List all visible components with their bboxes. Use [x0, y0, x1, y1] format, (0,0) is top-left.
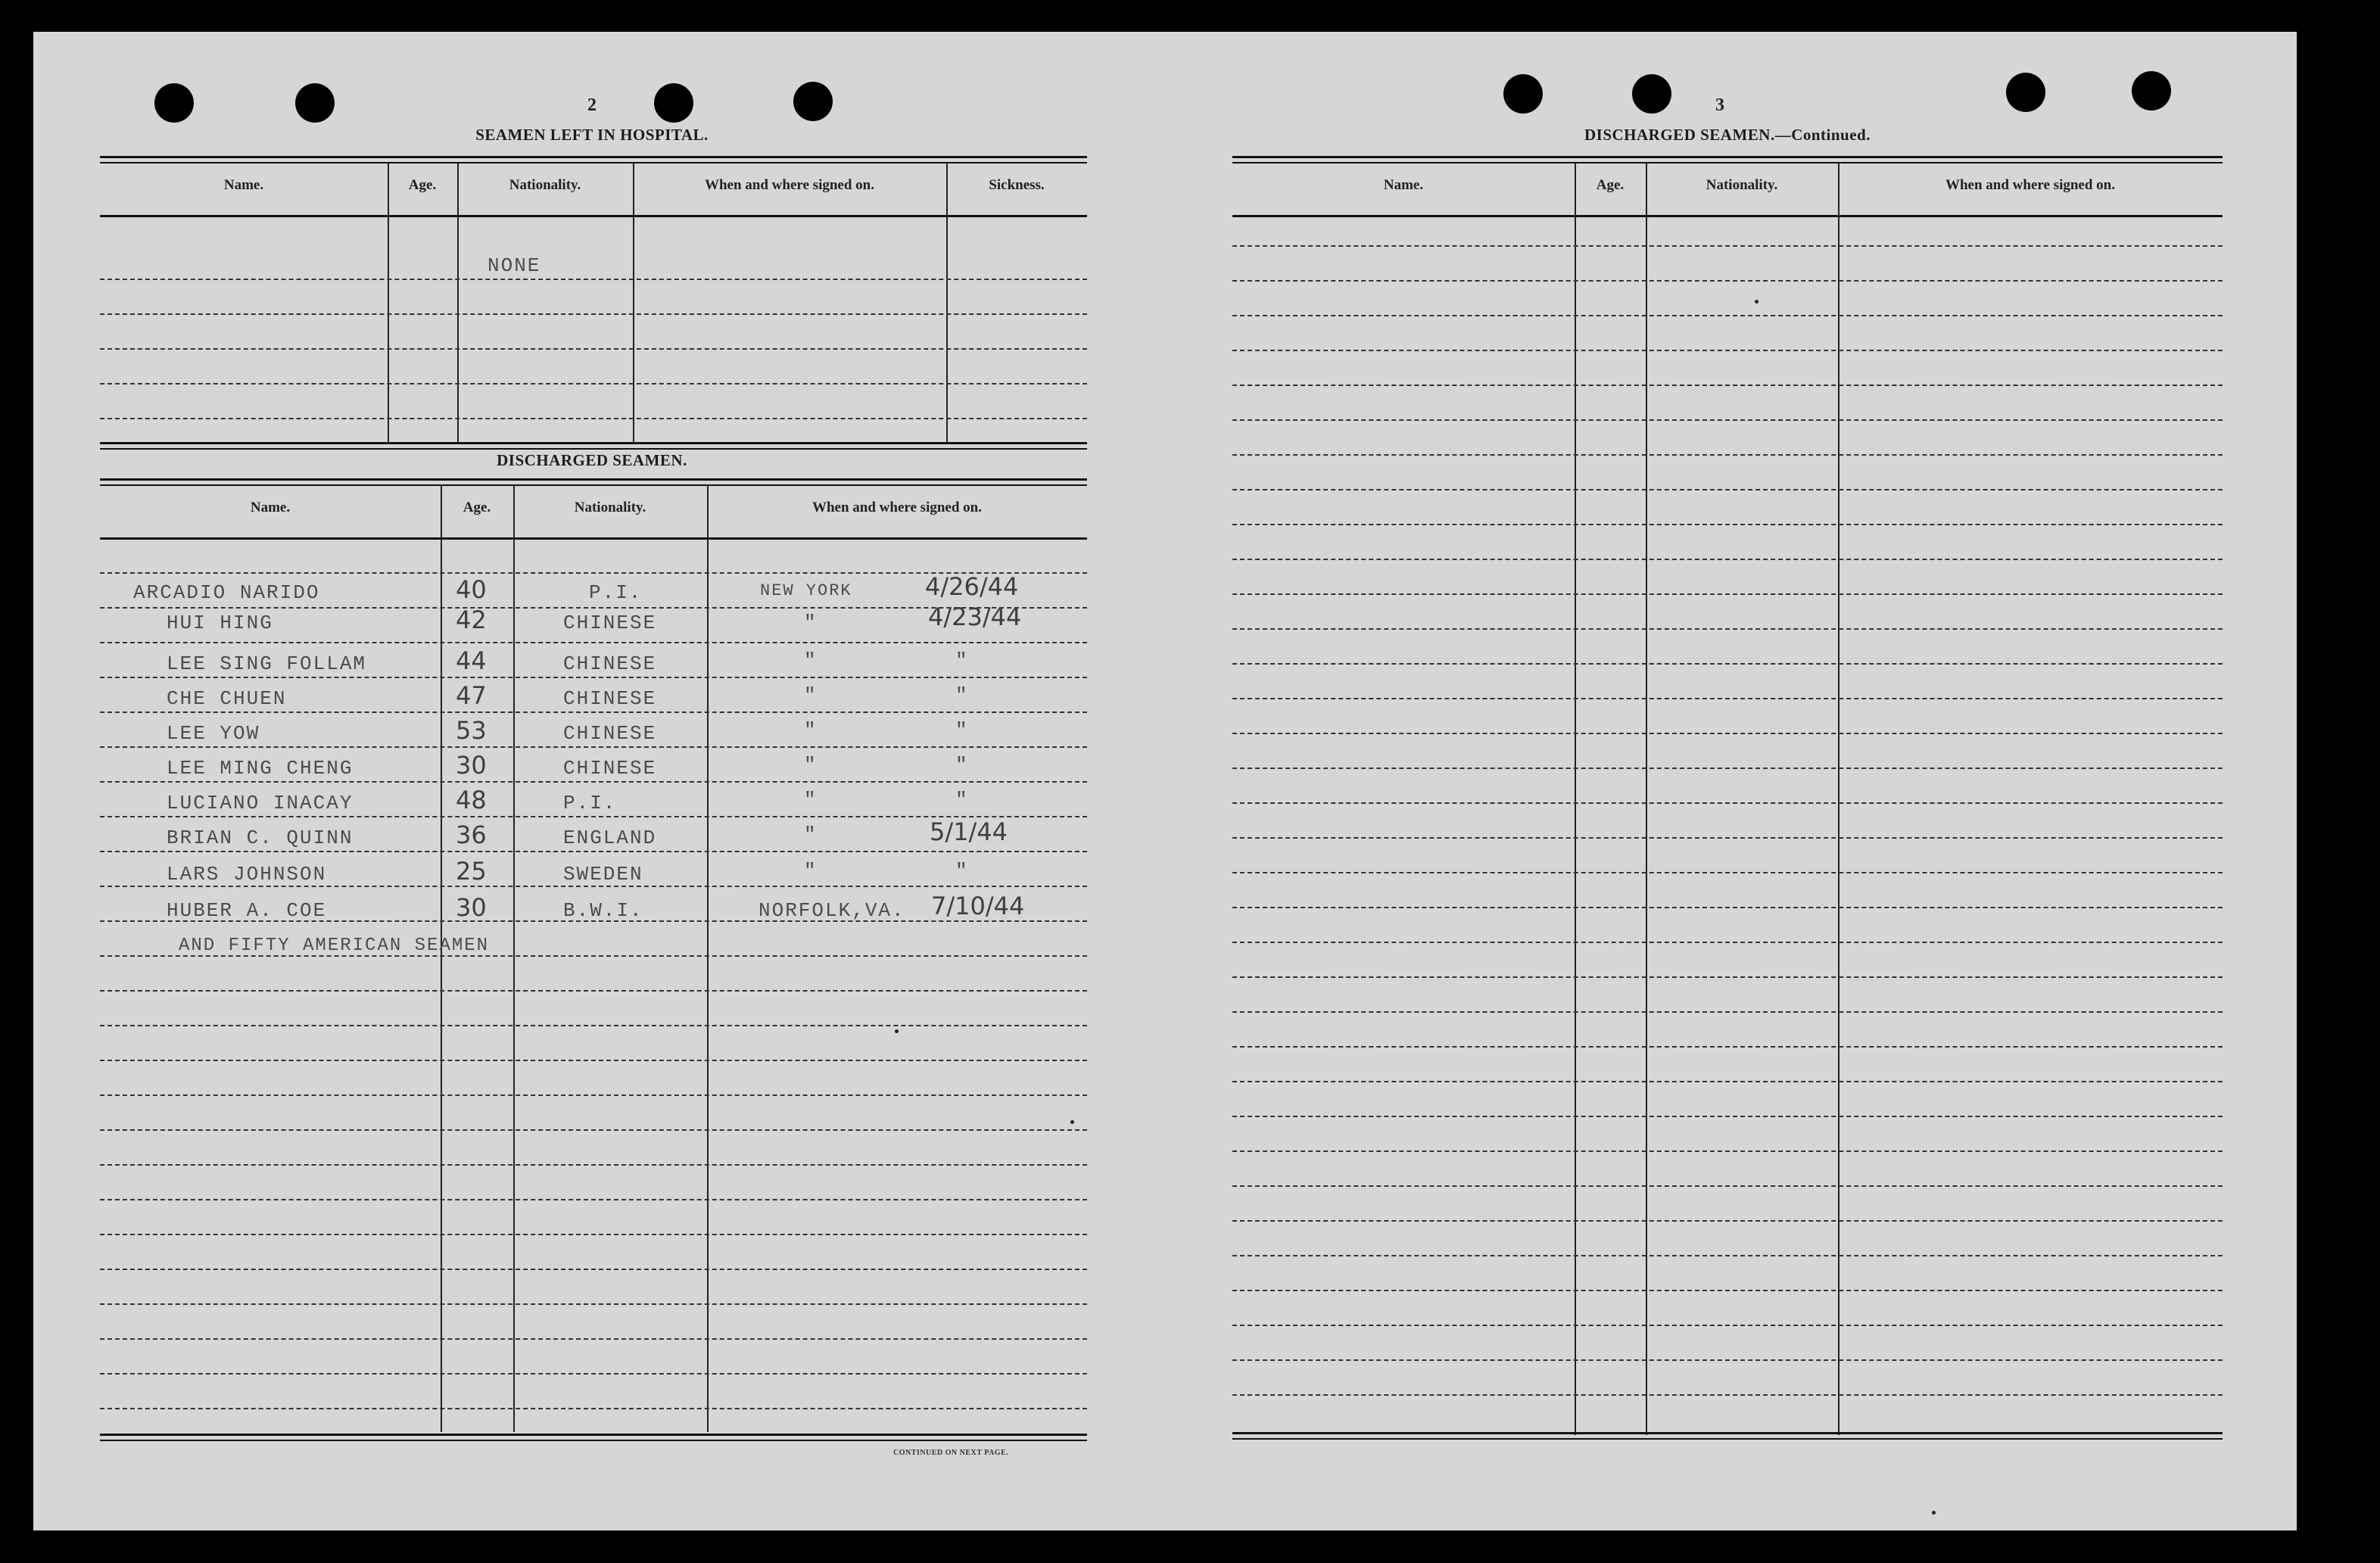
signed-on-date: ": [955, 684, 969, 707]
header-signed-on: When and where signed on.: [812, 500, 982, 515]
header-nationality: Nationality.: [1706, 177, 1778, 193]
signed-on-date: 5/1/44: [930, 817, 1008, 846]
header-nationality: Nationality.: [509, 177, 581, 193]
punch-hole: [2132, 71, 2171, 111]
seaman-nationality: CHINESE: [563, 757, 657, 780]
seaman-name: HUBER A. COE: [167, 899, 327, 922]
hospital-entry: NONE: [488, 254, 541, 277]
signed-on-place: ": [804, 754, 818, 777]
seaman-age: 47: [456, 681, 487, 710]
seaman-age: 30: [456, 751, 487, 780]
seaman-name: LEE YOW: [167, 722, 260, 745]
punch-hole: [1503, 74, 1543, 114]
punch-hole: [654, 83, 693, 123]
seaman-nationality: CHINESE: [563, 687, 657, 710]
signed-on-date: ": [955, 649, 969, 672]
header-name: Name.: [223, 177, 264, 193]
punch-hole: [1632, 74, 1671, 114]
seaman-name: LARS JOHNSON: [167, 863, 327, 886]
seaman-nationality: CHINESE: [563, 612, 657, 634]
seaman-name: LEE SING FOLLAM: [167, 652, 367, 675]
punch-hole: [154, 83, 194, 123]
signed-on-place: ": [804, 824, 818, 846]
signed-on-date: 7/10/44: [931, 892, 1025, 920]
signed-on-place: ": [804, 612, 818, 634]
signed-on-place: ": [804, 649, 818, 672]
header-name: Name.: [1383, 177, 1424, 193]
seaman-age: 48: [456, 786, 487, 814]
document-spread: [33, 32, 2297, 1530]
continued-footer: CONTINUED ON NEXT PAGE.: [893, 1449, 1009, 1457]
signed-on-date: 4/23/44: [928, 602, 1022, 631]
seaman-age: 42: [456, 606, 487, 634]
seaman-age: 53: [456, 716, 487, 745]
hospital-section-title: SEAMEN LEFT IN HOSPITAL.: [475, 126, 709, 144]
punch-hole: [295, 83, 335, 123]
seaman-age: 25: [456, 857, 487, 886]
signed-on-place: ": [804, 719, 818, 742]
seaman-age: 40: [456, 575, 487, 604]
seaman-nationality: ENGLAND: [563, 827, 657, 849]
seaman-nationality: SWEDEN: [563, 863, 643, 886]
signed-on-date: 4/26/44: [925, 572, 1019, 601]
seaman-name: BRIAN C. QUINN: [167, 827, 354, 849]
seaman-nationality: B.W.I.: [563, 899, 643, 922]
seaman-nationality: CHINESE: [563, 652, 657, 675]
header-age: Age.: [1596, 177, 1625, 193]
discharged-section-title: DISCHARGED SEAMEN.: [497, 451, 687, 469]
signed-on-place: NEW YORK: [760, 581, 852, 600]
seaman-name: CHE CHUEN: [167, 687, 287, 710]
punch-hole: [2006, 73, 2045, 112]
seaman-name: LEE MING CHENG: [167, 757, 354, 780]
seaman-age: 44: [456, 646, 487, 675]
punch-hole: [793, 82, 833, 121]
seaman-nationality: P.I.: [589, 581, 643, 604]
discharged-continued-title: DISCHARGED SEAMEN.—Continued.: [1584, 126, 1871, 144]
signed-on-date: ": [955, 860, 969, 883]
seaman-nationality: P.I.: [563, 792, 617, 814]
header-signed-on: When and where signed on.: [704, 177, 874, 193]
header-nationality: Nationality.: [574, 500, 646, 515]
header-name: Name.: [250, 500, 291, 515]
page-number-right: 3: [1715, 95, 1724, 115]
signed-on-date: ": [955, 789, 969, 811]
signed-on-place: ": [804, 860, 818, 883]
header-sickness: Sickness.: [989, 177, 1045, 193]
seaman-age: 36: [456, 820, 487, 849]
discharged-table-right: [1232, 156, 2223, 1473]
seaman-age: 30: [456, 893, 487, 922]
page-number-left: 2: [587, 95, 597, 115]
header-age: Age.: [463, 500, 491, 515]
signed-on-place: ": [804, 789, 818, 811]
seaman-nationality: CHINESE: [563, 722, 657, 745]
discharged-table-left: [100, 478, 1087, 1477]
signed-on-date: ": [955, 719, 969, 742]
header-signed-on: When and where signed on.: [1945, 177, 2115, 193]
signed-on-place: NORFOLK,VA.: [759, 899, 905, 922]
header-age: Age.: [408, 177, 437, 193]
seaman-name: LUCIANO INACAY: [167, 792, 354, 814]
seaman-name: ARCADIO NARIDO: [133, 581, 320, 604]
note-american-seamen: AND FIFTY AMERICAN SEAMEN: [179, 936, 490, 956]
signed-on-place: ": [804, 684, 818, 707]
seaman-name: HUI HING: [167, 612, 273, 634]
signed-on-date: ": [955, 754, 969, 777]
hospital-table: [100, 156, 1087, 474]
